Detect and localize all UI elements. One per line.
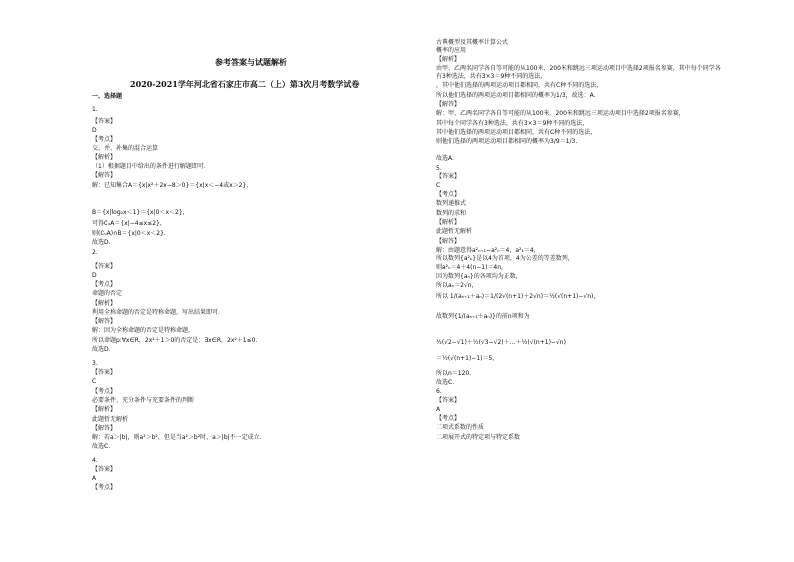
left-column-line: 2. — [92, 249, 98, 256]
left-column-line: 【答案】 — [92, 466, 117, 473]
left-column-line: D — [92, 272, 97, 279]
left-column-line: 【答案】 — [92, 263, 117, 270]
right-column-line: 所以他们选择的两项运动项目都相同的概率为1/3，故选：A. — [436, 92, 596, 99]
right-column-line: 其中他们选择的两项运动项目都相同，共有C种不同的选法， — [436, 129, 597, 136]
left-column-line: 1. — [92, 106, 98, 113]
right-column-line: 二项式系数的性质 — [436, 424, 485, 431]
right-column-line: 故选C. — [436, 379, 455, 386]
right-column-line: 解：甲、乙两名同学各自等可能的从100米、200米和跳远三项运动项目中选择2项报名参赛， — [436, 110, 685, 117]
right-column-line: 则他们选择的两项运动项目都相同的概率为3/9＝1/3. — [436, 138, 578, 145]
right-column-line: ，其中他们选择的两项运动项目都相同，共有C种不同的选法， — [436, 82, 603, 89]
left-column-line: B＝{x|log₂x＜1}＝{x|0＜x＜2}， — [92, 209, 189, 216]
answer-key-title: 参考答案与试题解析 — [215, 57, 287, 67]
left-column-line: 3. — [92, 360, 98, 367]
left-column-line: 一、选择题 — [92, 93, 123, 100]
right-column-line: 故数列{1/(aₙ₊₁＋aₙ)}的前n项和为 — [436, 313, 530, 320]
left-column-line: 解：若a＞|b|，则a²＞b²，但是当a²＞b²时，a＞|b|不一定成立. — [92, 434, 262, 441]
exam-title: 2020-2021学年河北省石家庄市高二（上）第3次月考数学试卷 — [130, 79, 360, 89]
left-column-line: 命题的否定 — [92, 290, 123, 297]
right-column-line: 【考点】 — [436, 415, 461, 422]
left-column-line: C — [92, 378, 97, 385]
left-column-line: 【解答】 — [92, 172, 117, 179]
right-column-line: 6. — [436, 388, 442, 395]
right-column-line: 【考点】 — [436, 191, 461, 198]
right-column-line: 【答案】 — [436, 397, 461, 404]
left-column-line: 【答案】 — [92, 369, 117, 376]
left-column-line: 交、并、补集的混合运算 — [92, 145, 159, 152]
right-column-line: A — [436, 406, 441, 413]
right-column-line: 数列递推式 — [436, 200, 467, 207]
right-column-line: 概率的应用 — [436, 47, 467, 54]
left-column-line: 【考点】 — [92, 388, 117, 395]
left-column-line: 所以命题p:∀x∈R，2x²＋1＞0的否定是：∃x∈R，2x²＋1≤0. — [92, 337, 258, 344]
left-column-line: 【解答】 — [92, 318, 117, 325]
right-column-line: 【解析】 — [436, 219, 461, 226]
right-column-line: 所以 1/(aₙ₊₁＋aₙ)＝1/(2√(n+1)＋2√n)＝½(√(n+1)−√n)， — [436, 293, 600, 300]
left-column-line: 【答案】 — [92, 118, 117, 125]
left-column-line: 【解析】 — [92, 154, 117, 161]
left-column-line: （1）根据题目中给出的条件进行解题即可. — [92, 163, 206, 170]
right-column-line: 5. — [436, 165, 442, 172]
left-column-line: 可得∁ᵤA＝{x|−4≤x≤2}， — [92, 220, 166, 227]
right-column-line: ½(√2−√1)＋½(√3−√2)＋…＋½(√(n+1)−√n) — [436, 339, 566, 346]
right-column-line: 【解析】 — [436, 56, 461, 63]
right-column-line: 【解答】 — [436, 238, 461, 245]
left-column-line: 【解析】 — [92, 300, 117, 307]
right-column-line: 所以aₙ＝2√n， — [436, 282, 478, 289]
left-column-line: A — [92, 475, 97, 482]
left-column-line: 利用全称命题的否定是特称命题，写出结果即可. — [92, 309, 220, 316]
left-column-line: 【考点】 — [92, 281, 117, 288]
right-column-line: 因为数列{aₙ}的各项均为正数， — [436, 273, 522, 280]
right-column-line: 所以数列{a²ₙ}是以4为首项，4为公差的等差数列， — [436, 255, 574, 262]
left-column-line: 必要条件、充分条件与充要条件的判断 — [92, 397, 195, 404]
left-column-line: 【考点】 — [92, 484, 117, 491]
right-column-line: C — [436, 182, 441, 189]
right-column-line: 数列的求和 — [436, 210, 467, 217]
right-column-line: 有3种选法，共有3×3＝9种不同的选法， — [436, 73, 547, 80]
right-column-line: 古典概型及其概率计算公式 — [436, 39, 509, 46]
left-column-line: 此题暂无解析 — [92, 416, 129, 423]
left-column-line: D — [92, 127, 97, 134]
right-column-line: 则a²ₙ＝4＋4(n−1)＝4n， — [436, 264, 508, 271]
right-column-line: ＝½(√(n+1)−1)＝5， — [436, 355, 499, 362]
left-column-line: 故选C. — [92, 443, 111, 450]
right-column-line: 此题暂无解析 — [436, 228, 473, 235]
right-column-line: 其中每个同学各有3种选法，共有3×3＝9种不同的选法， — [436, 120, 589, 127]
right-column-line: 故选A. — [436, 155, 454, 162]
right-column-line: 【答案】 — [436, 173, 461, 180]
left-column-line: 4. — [92, 457, 98, 464]
right-column-line: 二项展开式的特定项与特定系数 — [436, 434, 521, 441]
right-column-line: 所以n＝120. — [436, 370, 472, 377]
left-column-line: 则(∁ᵤA)∩B＝{x|0＜x＜2}. — [92, 230, 166, 237]
left-column-line: 【解答】 — [92, 425, 117, 432]
left-column-line: 【解析】 — [92, 406, 117, 413]
right-column-line: 【解答】 — [436, 101, 461, 108]
left-column-line: 故选D. — [92, 346, 111, 353]
left-column-line: 解：已知集合A＝{x|x²＋2x−8＞0}＝{x|x＜−4或x＞2}， — [92, 182, 253, 189]
left-column-line: 【考点】 — [92, 136, 117, 143]
right-column-line: 解：由题意得a²ₙ₊₁−a²ₙ＝4，a²₁＝4， — [436, 247, 540, 254]
left-column-line: 解：因为全称命题的否定是特称命题， — [92, 327, 195, 334]
left-column-line: 故选D. — [92, 239, 111, 246]
right-column-line: 由甲、乙两名同学各自等可能的从100米、200米和跳远三项运动项目中选择2项报名参赛，其中每个同学各 — [436, 65, 721, 72]
